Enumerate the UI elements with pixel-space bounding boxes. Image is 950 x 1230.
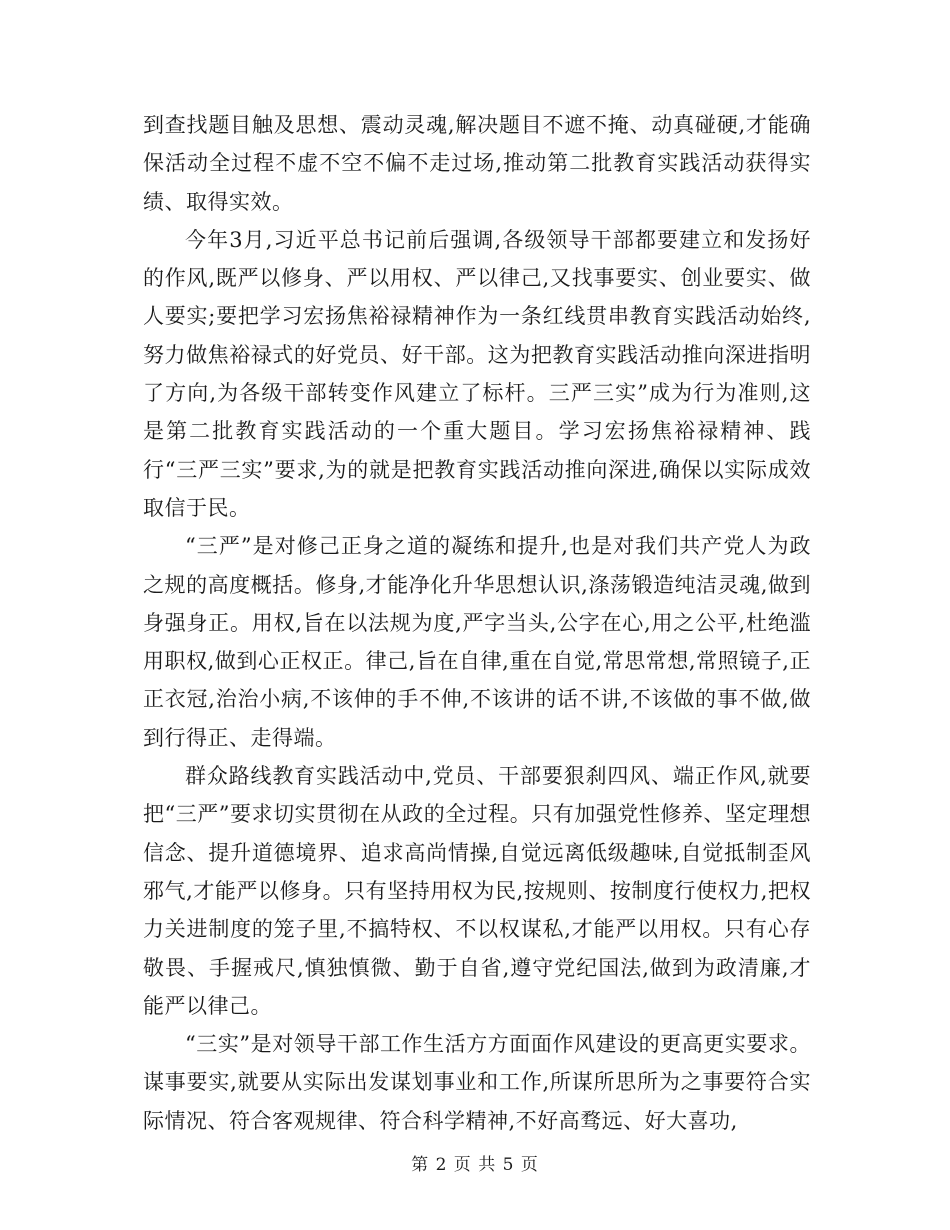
page-footer [0, 1150, 950, 1175]
paragraph-5: “三实”是对领导干部工作生活方方面面作风建设的更高更实要求。谋事要实,就要从实际出发谋划事业和工作,所谋所思所为之事要符合实际情况、符合客观规律、符合科学精神,不好高骛远、好大喜功, [143, 1032, 811, 1133]
paragraph-2: 今年3月,习近平总书记前后强调,各级领导干部都要建立和发扬好的作风,既严以修身、严以用权、严以律己,又找事要实、创业要实、做人要实;要把学习宏扬焦裕禄精神作为一条红线贯串教育实践活动始终,努力做焦裕禄式的好党员、好干部。这为把教育实践活动推向深进指明了方向,为各级干部转变作风建立了标杆。三严三实”成为行为准则,这是第二批教育实践活动的一个重大题目。学习宏扬焦裕禄精神、践行“三严三实”要求,为的就是把教育实践活动推向深进,确保以实际成效取信于民。 [143, 227, 811, 520]
paragraph-3: “三严”是对修己正身之道的凝练和提升,也是对我们共产党人为政之规的高度概括。修身,才能净化升华思想认识,涤荡锻造纯洁灵魂,做到身强身正。用权,旨在以法规为度,严字当头,公字在心,用之公平,杜绝滥用职权,做到心正权正。律己,旨在自律,重在自觉,常思常想,常照镜子,正正衣冠,治治小病,不该伸的手不伸,不该讲的话不讲,不该做的事不做,做到行得正、走得端。 [143, 534, 811, 750]
page-number-label: 第 2 页 共 5 页 [411, 1155, 539, 1175]
paragraph-1: 到查找题目触及思想、震动灵魂,解决题目不遮不掩、动真碰硬,才能确保活动全过程不虚不空不偏不走过场,推动第二批教育实践活动获得实绩、取得实效。 [143, 113, 811, 214]
paragraph-4: 群众路线教育实践活动中,党员、干部要狠刹四风、端正作风,就要把“三严”要求切实贯彻在从政的全过程。只有加强党性修养、坚定理想信念、提升道德境界、追求高尚情操,自觉远离低级趣味,自觉抵制歪风邪气,才能严以修身。只有坚持用权为民,按规则、按制度行使权力,把权力关进制度的笼子里,不搞特权、不以权谋私,才能严以用权。只有心存敬畏、手握戒尺,慎独慎微、勤于自省,遵守党纪国法,做到为政清廉,才能严以律己。 [143, 764, 811, 1018]
document-body [143, 106, 811, 1140]
